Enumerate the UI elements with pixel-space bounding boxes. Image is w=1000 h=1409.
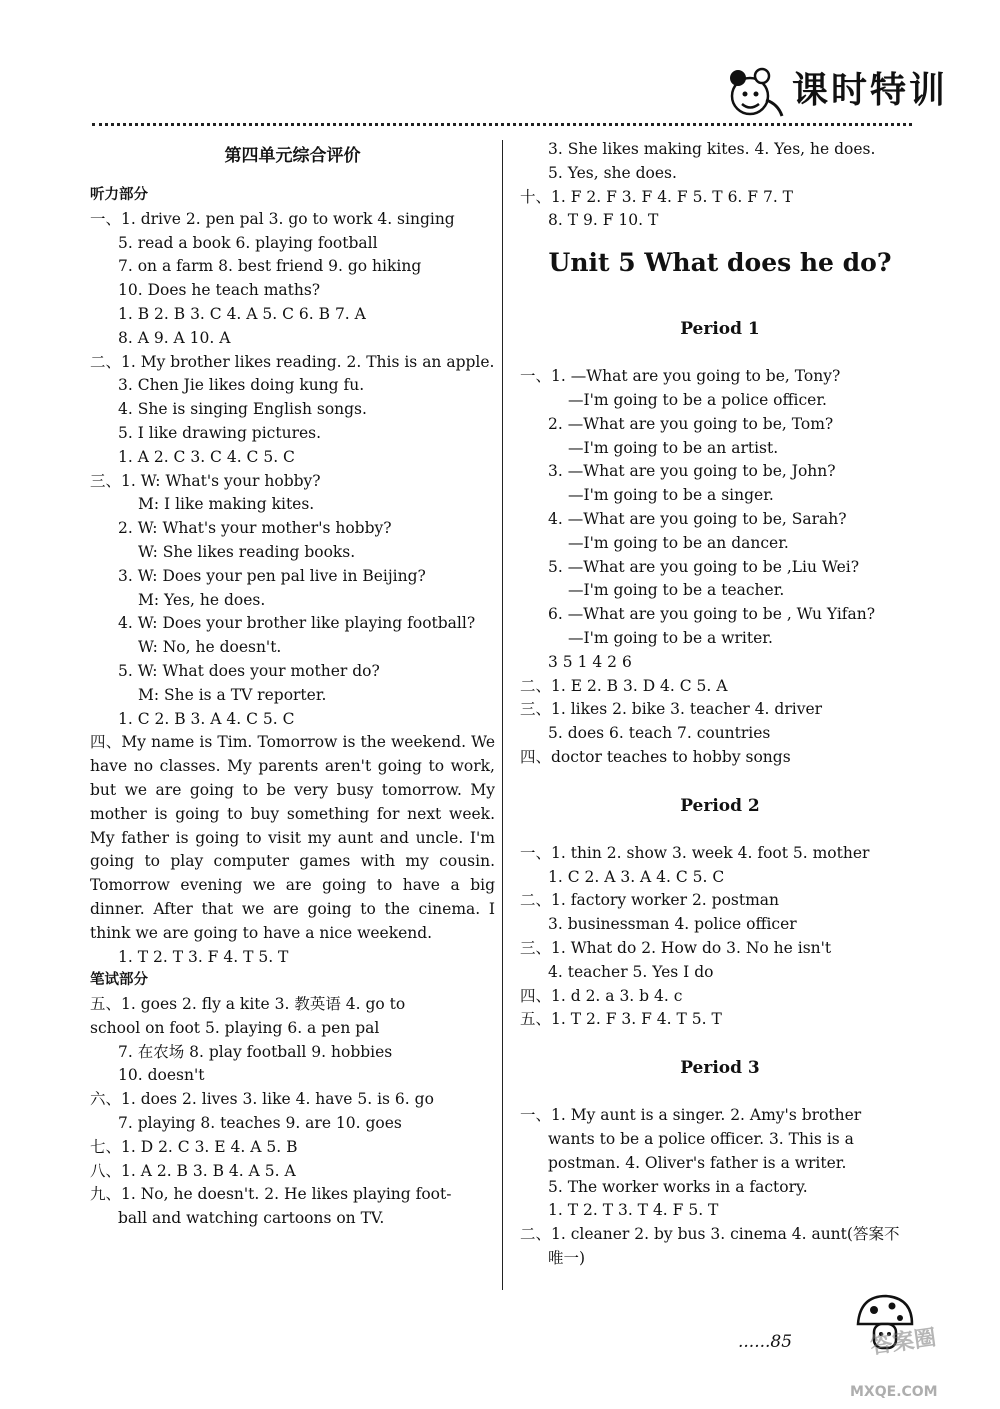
brand-title: 课时特训 <box>792 70 949 111</box>
answer-line: —I'm going to be a singer. <box>568 486 774 505</box>
answer-line: 七、1. D 2. C 3. E 4. A 5. B <box>90 1137 298 1156</box>
answer-line: 六、1. does 2. lives 3. like 4. have 5. is 6. go <box>90 1090 434 1109</box>
answer-line: 4. W: Does your brother like playing football? <box>118 614 476 633</box>
answer-line: 3 5 1 4 2 6 <box>548 652 632 671</box>
answer-line: 五、1. goes 2. fly a kite 3. 教英语 4. go to <box>90 995 406 1014</box>
left-column <box>90 138 495 1231</box>
answer-line: 3. —What are you going to be, John? <box>548 462 836 481</box>
answer-line: 3. She likes making kites. 4. Yes, he does. <box>548 140 876 158</box>
answer-line: 8. A 9. A 10. A <box>118 328 231 347</box>
answer-line: 八、1. A 2. B 3. B 4. A 5. A <box>90 1161 296 1180</box>
answer-line: 4. She is singing English songs. <box>118 400 367 419</box>
answer-line: 一、1. —What are you going to be, Tony? <box>520 367 841 386</box>
answer-line: 二、1. cleaner 2. by bus 3. cinema 4. aunt(答案不 <box>520 1225 900 1244</box>
answer-line: ball and watching cartoons on TV. <box>118 1209 385 1228</box>
answer-line: 1. B 2. B 3. C 4. A 5. C 6. B 7. A <box>118 304 366 323</box>
answer-line: 1. T 2. T 3. T 4. F 5. T <box>548 1201 719 1220</box>
answer-line: 5. W: What does your mother do? <box>118 661 380 680</box>
answer-line: 三、1. likes 2. bike 3. teacher 4. driver <box>520 700 823 719</box>
answer-line: 6. —What are you going to be , Wu Yifan? <box>548 605 876 624</box>
answer-line: 3. businessman 4. police officer <box>548 915 797 934</box>
answer-line: 3. W: Does your pen pal live in Beijing? <box>118 566 426 585</box>
answer-line: M: She is a TV reporter. <box>138 685 327 704</box>
period-1-title: Period 1 <box>680 319 760 340</box>
answer-line: 二、1. E 2. B 3. D 4. C 5. A <box>520 676 728 695</box>
answer-line: 1. A 2. C 3. C 4. C 5. C <box>118 447 295 466</box>
answer-line: 7. 在农场 8. play football 9. hobbies <box>118 1042 393 1061</box>
answer-line: postman. 4. Oliver's father is a writer. <box>548 1153 847 1172</box>
answer-line: —I'm going to be a police officer. <box>568 390 827 409</box>
answer-line: 1. C 2. B 3. A 4. C 5. C <box>118 709 295 728</box>
passage-text: My name is Tim. Tomorrow is the weekend. We have no classes. My parents aren't going to work, but we are going to be very busy tomorrow. My mother is going to buy something for next week. My father is going to visit my aunt and uncle. I'm going to play computer games with my cousin. Tomorrow evening we are going to have a big dinner. After that we are going to the cinema. I think we are going to have a nice weekend. <box>90 733 495 942</box>
answer-line: 二、1. factory worker 2. postman <box>520 891 780 910</box>
answer-line: 唯一) <box>548 1248 586 1267</box>
answer-line: 7. playing 8. teaches 9. are 10. goes <box>118 1114 402 1133</box>
answer-line: 十、1. F 2. F 3. F 4. F 5. T 6. F 7. T <box>520 187 794 206</box>
answer-line: 三、1. W: What's your hobby? <box>90 471 321 490</box>
column-divider <box>502 140 503 1290</box>
answer-line: 2. W: What's your mother's hobby? <box>118 519 392 538</box>
answer-line: 2. —What are you going to be, Tom? <box>548 414 834 433</box>
answer-line: 3. Chen Jie likes doing kung fu. <box>118 376 365 395</box>
page-number: ......85 <box>738 1332 793 1352</box>
answer-line: 5. I like drawing pictures. <box>118 423 322 442</box>
answer-line: 一、1. thin 2. show 3. week 4. foot 5. mother <box>520 843 870 862</box>
answer-line: 二、1. My brother likes reading. 2. This is an apple. <box>90 352 495 371</box>
period-2-title: Period 2 <box>680 795 760 816</box>
period-3-title: Period 3 <box>680 1058 760 1079</box>
answer-line: 四、1. d 2. a 3. b 4. c <box>520 986 683 1005</box>
answer-line: 10. Does he teach maths? <box>118 281 321 300</box>
answer-line: 一、1. drive 2. pen pal 3. go to work 4. singing <box>90 209 455 228</box>
answer-line: 5. Yes, she does. <box>548 163 677 182</box>
answer-line: —I'm going to be a writer. <box>568 628 773 647</box>
passage-label: 四、 <box>90 733 122 752</box>
answer-line: W: She likes reading books. <box>138 542 356 561</box>
answer-line: 4. —What are you going to be, Sarah? <box>548 509 847 528</box>
right-column <box>520 138 920 1271</box>
answer-line: 四、doctor teaches to hobby songs <box>520 747 791 766</box>
writing-heading: 笔试部分 <box>90 972 148 989</box>
answer-line: 一、1. My aunt is a singer. 2. Amy's brother <box>520 1106 862 1125</box>
answer-line: 10. doesn't <box>118 1066 205 1085</box>
answer-line: 五、1. T 2. F 3. F 4. T 5. T <box>520 1010 722 1029</box>
unit-title: Unit 5 What does he do? <box>548 248 892 278</box>
mascot-logo-icon <box>726 64 786 120</box>
watermark-url: MXQE.COM <box>850 1384 938 1400</box>
answer-line: W: No, he doesn't. <box>138 638 282 657</box>
answer-line: M: I like making kites. <box>138 495 315 514</box>
answer-line: 九、1. No, he doesn't. 2. He likes playing foot- <box>90 1185 452 1204</box>
answer-line: M: Yes, he does. <box>138 590 266 609</box>
header-dotted-rule <box>92 123 912 126</box>
answer-line: —I'm going to be an artist. <box>568 438 779 457</box>
answer-line: 7. on a farm 8. best friend 9. go hiking <box>118 257 422 276</box>
passage <box>90 731 495 945</box>
answer-line: 5. read a book 6. playing football <box>118 233 378 252</box>
answer-line: 1. C 2. A 3. A 4. C 5. C <box>548 867 725 886</box>
answer-line: 8. T 9. F 10. T <box>548 211 659 230</box>
answer-line: school on foot 5. playing 6. a pen pal <box>90 1018 380 1037</box>
section-title: 第四单元综合评价 <box>224 146 361 166</box>
answer-line: 5. —What are you going to be ,Liu Wei? <box>548 557 860 576</box>
answer-line: —I'm going to be a teacher. <box>568 581 785 600</box>
answer-line: 三、1. What do 2. How do 3. No he isn't <box>520 938 832 957</box>
answer-line: wants to be a police officer. 3. This is a <box>548 1129 854 1148</box>
answer-line: 1. T 2. T 3. F 4. T 5. T <box>118 947 289 966</box>
listening-heading: 听力部分 <box>90 187 148 203</box>
watermark-logo: 答案圈 <box>868 1325 938 1360</box>
answer-line: 5. The worker works in a factory. <box>548 1177 808 1196</box>
answer-line: —I'm going to be an dancer. <box>568 533 789 552</box>
answer-line: 4. teacher 5. Yes I do <box>548 962 714 981</box>
answer-line: 5. does 6. teach 7. countries <box>548 724 771 743</box>
